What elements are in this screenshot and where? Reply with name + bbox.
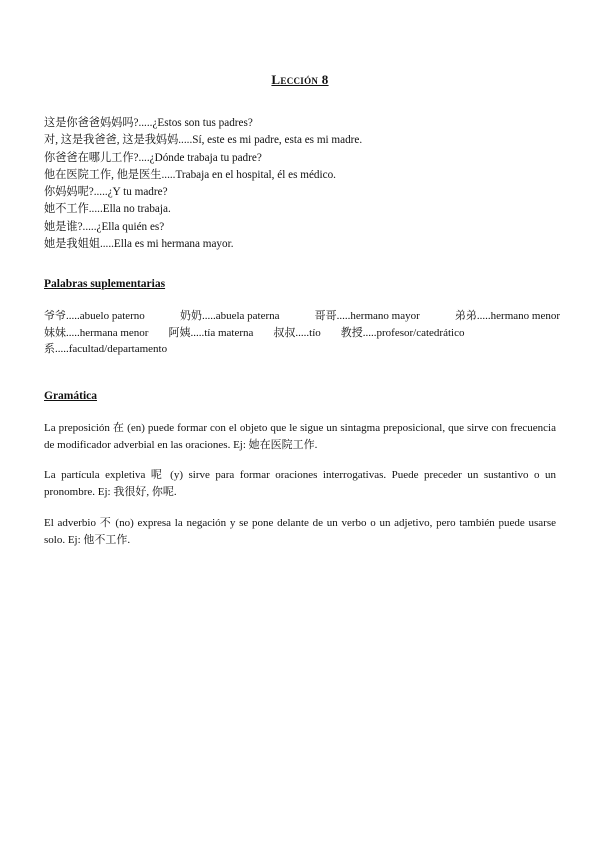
dialog-line: 他在医院工作, 他是医生.....Trabaja en el hospital, él es médico. <box>44 168 336 181</box>
dialog-line: 她是谁?.....¿Ella quién es? <box>44 220 165 233</box>
vocab-heading: Palabras suplementarias <box>44 278 166 290</box>
grammar-paragraph: La partícula expletiva 呢 (y) sirve para formar oraciones interrogativas. Puede preceder un sustantivo o un pronombre. Ej: 我很好, 你呢. <box>44 469 556 498</box>
dialog-line: 你妈妈呢?.....¿Y tu madre? <box>44 186 168 199</box>
vocab-list <box>44 308 560 358</box>
vocab-item: 弟弟.....hermano menor <box>454 310 560 322</box>
grammar-paragraph: El adverbio 不 (no) expresa la negación y se pone delante de un verbo o un adjetivo, pero también puede usarse solo. Ej: 他不工作. <box>44 517 556 546</box>
dialog-line: 你爸爸在哪儿工作?....¿Dónde trabaja tu padre? <box>44 151 262 164</box>
dialog-line: 她是我姐姐.....Ella es mi hermana mayor. <box>44 238 234 251</box>
vocab-item: 系.....facultad/departamento <box>44 343 168 356</box>
vocab-item: 奶奶.....abuela paterna <box>179 310 280 322</box>
vocab-row <box>44 341 560 358</box>
vocab-row <box>44 308 560 325</box>
dialog-line: 这是你爸爸妈妈吗?.....¿Estos son tus padres? <box>44 117 253 129</box>
vocab-item: 阿姨.....tía materna <box>168 326 254 339</box>
dialog-block <box>44 115 564 253</box>
grammar-heading: Gramática <box>44 390 98 402</box>
vocab-item: 叔叔.....tío <box>273 326 321 339</box>
grammar-paragraph: La preposición 在 (en) puede formar con el objeto que le sigue un sintagma preposicional, que sirve con frecuencia de modificador adverbial en las oraciones. Ej: 她在医院工作. <box>44 422 556 451</box>
lesson-title: Lección 8 <box>271 72 329 87</box>
dialog-line: 对, 这是我爸爸, 这是我妈妈.....Sí, este es mi padre, esta es mi madre. <box>44 134 363 147</box>
vocab-item: 爷爷.....abuelo paterno <box>44 310 145 322</box>
vocab-row <box>44 325 560 342</box>
vocab-item: 教授.....profesor/catedrático <box>340 326 465 339</box>
dialog-line: 她不工作.....Ella no trabaja. <box>44 203 171 216</box>
vocab-item: 哥哥.....hermano mayor <box>314 310 420 322</box>
vocab-item: 妹妹.....hermana menor <box>44 326 149 339</box>
